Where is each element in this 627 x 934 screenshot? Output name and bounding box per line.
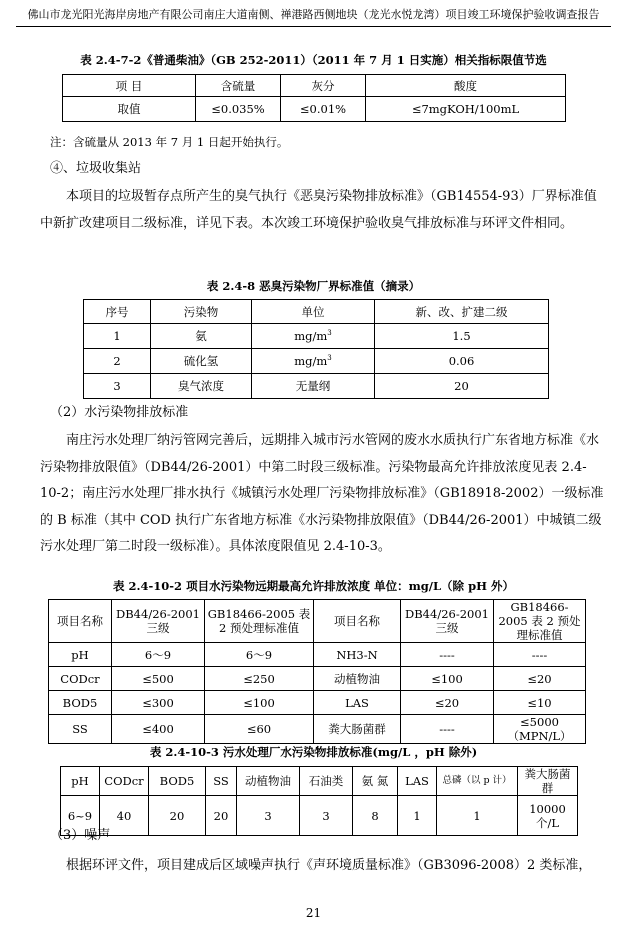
table-c-cell: ≤300: [112, 691, 205, 715]
table-a-note: 注：含硫量从 2013 年 7 月 1 日起开始执行。: [50, 135, 289, 149]
table-c-header: DB44/26-2001 三级: [401, 600, 494, 643]
paragraph-2: [40, 428, 607, 561]
table-c-header: GB18466-2005 表 2 预处理标准值: [205, 600, 314, 643]
table-b-cell: 硫化氢: [151, 349, 252, 374]
table-a-cell: 取值: [63, 97, 196, 122]
table-d-header: 氨 氮: [353, 767, 398, 796]
table-d-cell: 3: [300, 796, 353, 836]
table-c-cell: ≤100: [401, 667, 494, 691]
table-d-header: 动植物油: [237, 767, 300, 796]
table-a: [62, 74, 566, 122]
paragraph-1-text: 本项目的垃圾暂存点所产生的臭气执行《恶臭污染物排放标准》（GB14554-93）厂界标准值中新扩改建项目二级标准，详见下表。本次竣工环境保护验收臭气排放标准与环评文件相同。: [40, 189, 597, 231]
table-c-cell: ≤10: [494, 691, 586, 715]
table-d: [60, 766, 578, 836]
table-d-caption: 表 2.4-10-3 污水处理厂水污染物排放标准(mg/L ，pH 除外): [149, 745, 478, 759]
table-c-cell: 粪大肠菌群: [314, 715, 401, 744]
table-d-header: pH: [61, 767, 100, 796]
table-b-header: 单位: [252, 300, 375, 324]
table-d-cell: 8: [353, 796, 398, 836]
table-b-cell: 无量纲: [252, 374, 375, 399]
table-a-header: 酸度: [366, 75, 566, 97]
table-c-header: GB18466-2005 表 2 预处理标准值: [494, 600, 586, 643]
table-c-cell: ≤20: [401, 691, 494, 715]
unit-text: mg/m: [294, 354, 328, 368]
table-d-header: 粪大肠菌群: [518, 767, 578, 796]
section-title-2: （2）水污染物排放标准: [50, 405, 189, 420]
table-a-cell: ≤0.01%: [281, 97, 366, 122]
table-c-cell: pH: [49, 643, 112, 667]
table-b-cell: 20: [375, 374, 549, 399]
table-d-header: 石油类: [300, 767, 353, 796]
table-a-header: 灰分: [281, 75, 366, 97]
table-b-cell: 1: [84, 324, 151, 349]
table-b-cell: 1.5: [375, 324, 549, 349]
table-b-cell: [252, 349, 375, 374]
table-b: [83, 299, 549, 399]
table-a-cell: ≤0.035%: [196, 97, 281, 122]
table-c-cell: ----: [401, 715, 494, 744]
paragraph-2-text: 南庄污水处理厂纳污管网完善后，远期排入城市污水管网的废水水质执行广东省地方标准《水污染物排放限值》（DB44/26-2001）中第二时段三级标准。污染物最高允许排放浓度见表 2.4-10-2；南庄污水处理厂排水执行《城镇污水处理厂污染物排放标准》（GB18918-2002）一级标准的 B 标准（其中 COD 执行广东省地方标准《水污染物排放限值》（DB44/26-2001）中城镇二级污水处理厂第二时段一级标准）。具体浓度限值见 2.4-10-3。: [40, 433, 604, 554]
table-c-cell: 6～9: [112, 643, 205, 667]
table-b-cell: 2: [84, 349, 151, 374]
table-b-header: 序号: [84, 300, 151, 324]
table-d-header: CODcr: [100, 767, 149, 796]
table-c-cell: CODcr: [49, 667, 112, 691]
table-c-cell: 6～9: [205, 643, 314, 667]
table-b-cell: 臭气浓度: [151, 374, 252, 399]
table-c-header: 项目名称: [314, 600, 401, 643]
table-d-cell: 3: [237, 796, 300, 836]
table-c: [48, 599, 586, 744]
table-a-header: 含硫量: [196, 75, 281, 97]
table-d-header: LAS: [398, 767, 437, 796]
table-c-cell: ≤5000（MPN/L）: [494, 715, 586, 744]
paragraph-3: [40, 853, 607, 880]
table-b-cell: 0.06: [375, 349, 549, 374]
paragraph-1: [40, 184, 607, 237]
table-b-cell: 氨: [151, 324, 252, 349]
table-c-cell: ≤20: [494, 667, 586, 691]
table-c-cell: LAS: [314, 691, 401, 715]
table-b-header: 新、改、扩建二级: [375, 300, 549, 324]
unit-superscript: 3: [327, 329, 332, 338]
header-rule: [16, 26, 611, 27]
section-title-4: ④、垃圾收集站: [50, 161, 142, 176]
unit-text: mg/m: [294, 329, 328, 343]
table-c-cell: ----: [494, 643, 586, 667]
page-number: 21: [305, 906, 322, 920]
table-b-header: 污染物: [151, 300, 252, 324]
table-d-cell: 1: [398, 796, 437, 836]
table-c-cell: ≤400: [112, 715, 205, 744]
table-c-cell: BOD5: [49, 691, 112, 715]
table-d-cell: 20: [149, 796, 206, 836]
table-d-header: BOD5: [149, 767, 206, 796]
table-c-header: 项目名称: [49, 600, 112, 643]
table-c-cell: ≤500: [112, 667, 205, 691]
table-c-cell: ----: [401, 643, 494, 667]
table-a-caption: 表 2.4-7-2《普通柴油》（GB 252-2011）（2011 年 7 月 1 日实施）相关指标限值节选: [80, 53, 547, 67]
table-c-cell: ≤60: [205, 715, 314, 744]
table-b-cell: 3: [84, 374, 151, 399]
table-d-cell: 6~9: [61, 796, 100, 836]
table-d-cell: 1: [437, 796, 518, 836]
table-c-cell: NH3-N: [314, 643, 401, 667]
section-title-3: （3）噪声: [50, 828, 111, 843]
table-d-cell: 40: [100, 796, 149, 836]
table-d-cell: 20: [206, 796, 237, 836]
table-a-header: 项 目: [63, 75, 196, 97]
table-b-cell: [252, 324, 375, 349]
paragraph-3-text: 根据环评文件，项目建成后区域噪声执行《声环境质量标准》（GB3096-2008）2 类标准，: [66, 858, 592, 873]
table-c-cell: ≤100: [205, 691, 314, 715]
unit-superscript: 3: [327, 354, 332, 363]
page-header: 佛山市龙光阳光海岸房地产有限公司南庄大道南侧、禅港路西侧地块（龙光水悦龙湾）项目竣工环境保护验收调查报告: [27, 8, 600, 21]
table-a-cell: ≤7mgKOH/100mL: [366, 97, 566, 122]
table-d-header: 总磷（以 p 计）: [437, 767, 518, 796]
table-c-header: DB44/26-2001 三级: [112, 600, 205, 643]
table-b-caption: 表 2.4-8 恶臭污染物厂界标准值（摘录）: [206, 279, 421, 293]
table-c-cell: SS: [49, 715, 112, 744]
table-d-header: SS: [206, 767, 237, 796]
table-d-cell: 10000 个/L: [518, 796, 578, 836]
table-c-cell: ≤250: [205, 667, 314, 691]
table-c-caption: 表 2.4-10-2 项目水污染物远期最高允许排放浓度 单位：mg/L（除 pH 外）: [113, 579, 514, 593]
table-c-cell: 动植物油: [314, 667, 401, 691]
